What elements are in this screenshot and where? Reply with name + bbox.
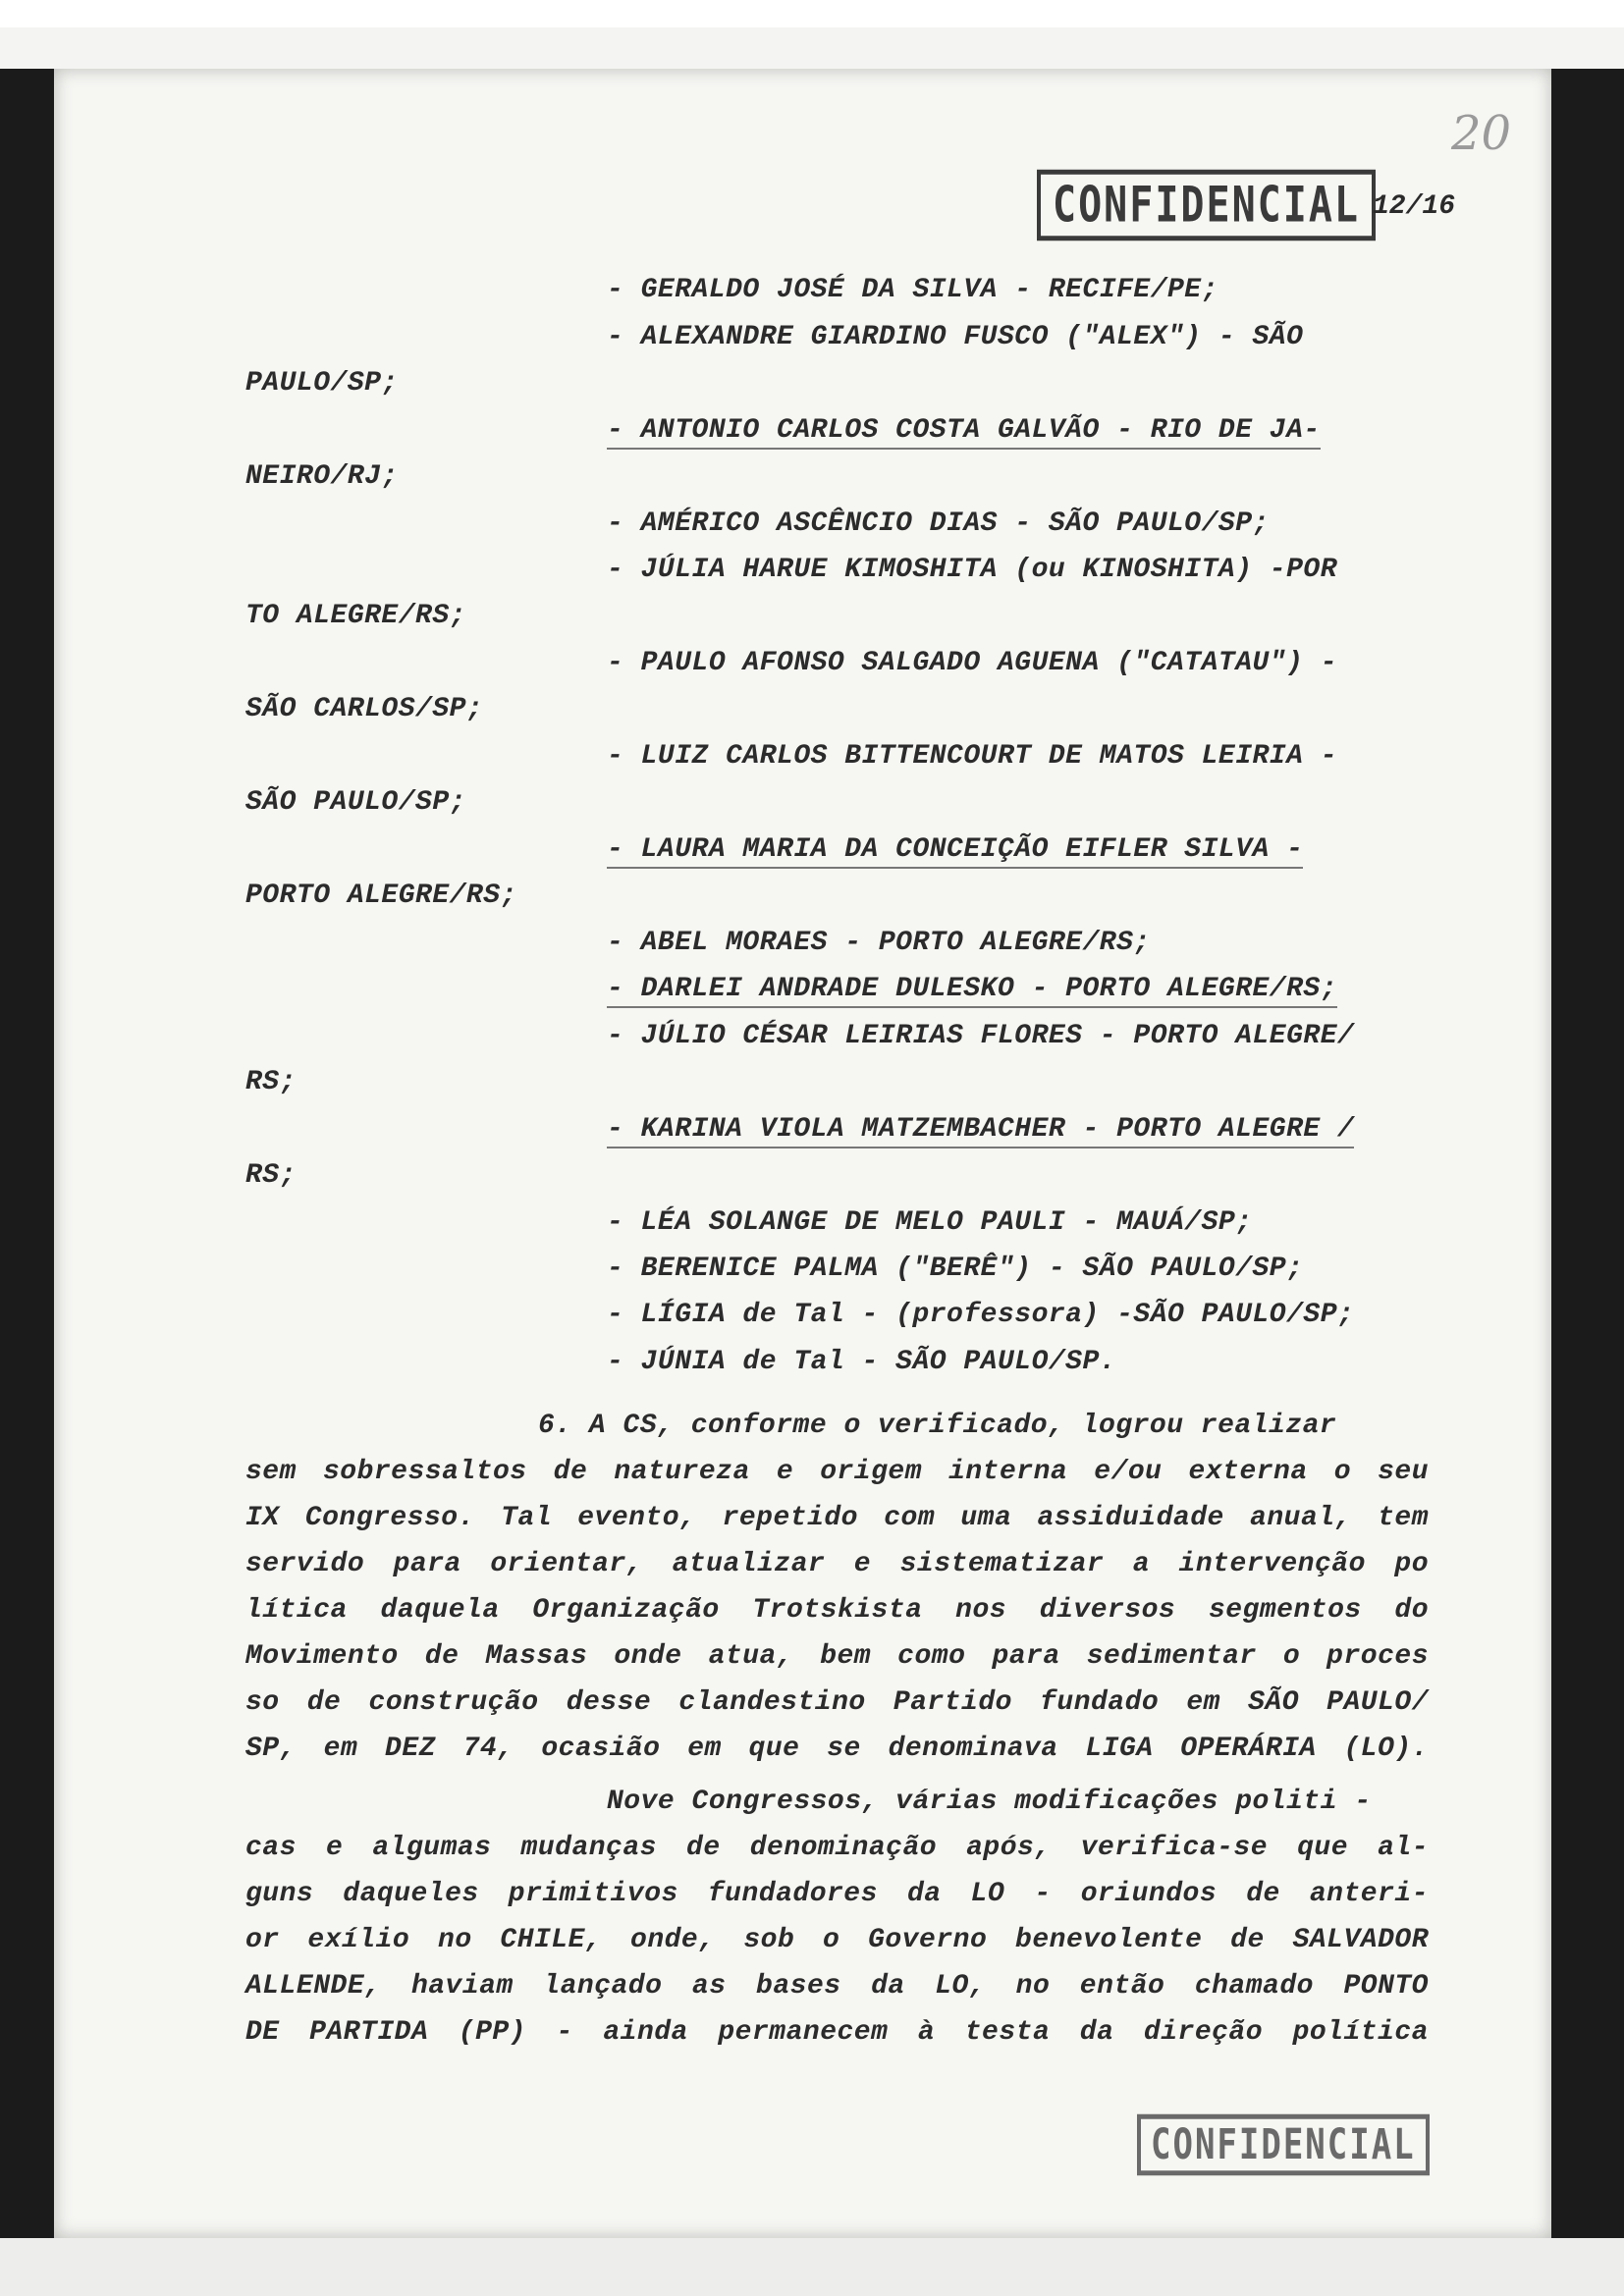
paragraph-6-line: IX Congresso. Tal evento, repetido com uma assiduidade anual, tem [245, 1503, 1429, 1533]
handwritten-folio-number: 20 [1451, 106, 1512, 161]
name-list-line: - LÉA SOLANGE DE MELO PAULI - MAUÁ/SP; [607, 1207, 1253, 1238]
name-list-line: PAULO/SP; [245, 368, 399, 399]
scan-border-bottom [0, 2238, 1624, 2296]
name-list-line: PORTO ALEGRE/RS; [245, 881, 517, 911]
page-number: 12/16 [1373, 191, 1456, 222]
paragraph-6-line: servido para orientar, atualizar e sistematizar a intervenção po [245, 1549, 1429, 1579]
confidential-stamp-bottom: CONFIDENCIAL [1137, 2114, 1430, 2176]
name-list-line: - KARINA VIOLA MATZEMBACHER - PORTO ALEGRE / [607, 1114, 1354, 1148]
paragraph-7-line: guns daqueles primitivos fundadores da LO - oriundos de anteri- [245, 1879, 1429, 1909]
paragraph-6-line: sem sobressaltos de natureza e origem interna e/ou externa o seu [245, 1457, 1429, 1487]
confidential-stamp-top: CONFIDENCIAL [1037, 170, 1376, 241]
paragraph-7-line: ALLENDE, haviam lançado as bases da LO, no então chamado PONTO [245, 1971, 1429, 2002]
name-list-line: - BERENICE PALMA ("BERÊ") - SÃO PAULO/SP; [607, 1254, 1304, 1284]
name-list-line: - JÚLIO CÉSAR LEIRIAS FLORES - PORTO ALEGRE/ [607, 1021, 1355, 1051]
name-list-line: - DARLEI ANDRADE DULESKO - PORTO ALEGRE/RS; [607, 974, 1337, 1008]
paragraph-6-line: 6. A CS, conforme o verificado, logrou realizar [538, 1411, 1337, 1441]
paragraph-7-line: DE PARTIDA (PP) - ainda permanecem à testa da direção política [245, 2017, 1429, 2048]
name-list-line: - ABEL MORAES - PORTO ALEGRE/RS; [607, 928, 1151, 958]
name-list-line: - ANTONIO CARLOS COSTA GALVÃO - RIO DE JA- [607, 415, 1321, 450]
name-list-line: - LUIZ CARLOS BITTENCOURT DE MATOS LEIRIA - [607, 741, 1338, 772]
paragraph-6-line: SP, em DEZ 74, ocasião em que se denominava LIGA OPERÁRIA (LO). [245, 1734, 1429, 1764]
paragraph-6-line: so de construção desse clandestino Partido fundado em SÃO PAULO/ [245, 1687, 1429, 1718]
name-list-line: - LÍGIA de Tal - (professora) -SÃO PAULO/SP; [607, 1300, 1355, 1330]
name-list-line: RS; [245, 1160, 297, 1191]
scan-border-top-band [0, 0, 1624, 27]
paragraph-6-line: lítica daquela Organização Trotskista nos diversos segmentos do [245, 1595, 1429, 1626]
paragraph-7-line: or exílio no CHILE, onde, sob o Governo benevolente de SALVADOR [245, 1925, 1429, 1955]
name-list-line: SÃO CARLOS/SP; [245, 694, 484, 724]
name-list-line: SÃO PAULO/SP; [245, 787, 466, 818]
name-list-line: - AMÉRICO ASCÊNCIO DIAS - SÃO PAULO/SP; [607, 508, 1270, 539]
name-list-line: - LAURA MARIA DA CONCEIÇÃO EIFLER SILVA - [607, 834, 1303, 869]
name-list-line: NEIRO/RJ; [245, 461, 399, 492]
name-list-line: TO ALEGRE/RS; [245, 601, 466, 631]
paragraph-6-line: Movimento de Massas onde atua, bem como para sedimentar o proces [245, 1641, 1429, 1672]
name-list-line: - PAULO AFONSO SALGADO AGUENA ("CATATAU") - [607, 648, 1338, 678]
paragraph-7-line: Nove Congressos, várias modificações politi - [607, 1787, 1372, 1817]
name-list-line: - JÚLIA HARUE KIMOSHITA (ou KINOSHITA) -POR [607, 555, 1338, 585]
name-list-line: - ALEXANDRE GIARDINO FUSCO ("ALEX") - SÃO [607, 322, 1304, 352]
paragraph-7-line: cas e algumas mudanças de denominação após, verifica-se que al- [245, 1833, 1429, 1863]
name-list-line: - GERALDO JOSÉ DA SILVA - RECIFE/PE; [607, 275, 1218, 305]
name-list-line: - JÚNIA de Tal - SÃO PAULO/SP. [607, 1347, 1117, 1377]
name-list-line: RS; [245, 1067, 297, 1097]
